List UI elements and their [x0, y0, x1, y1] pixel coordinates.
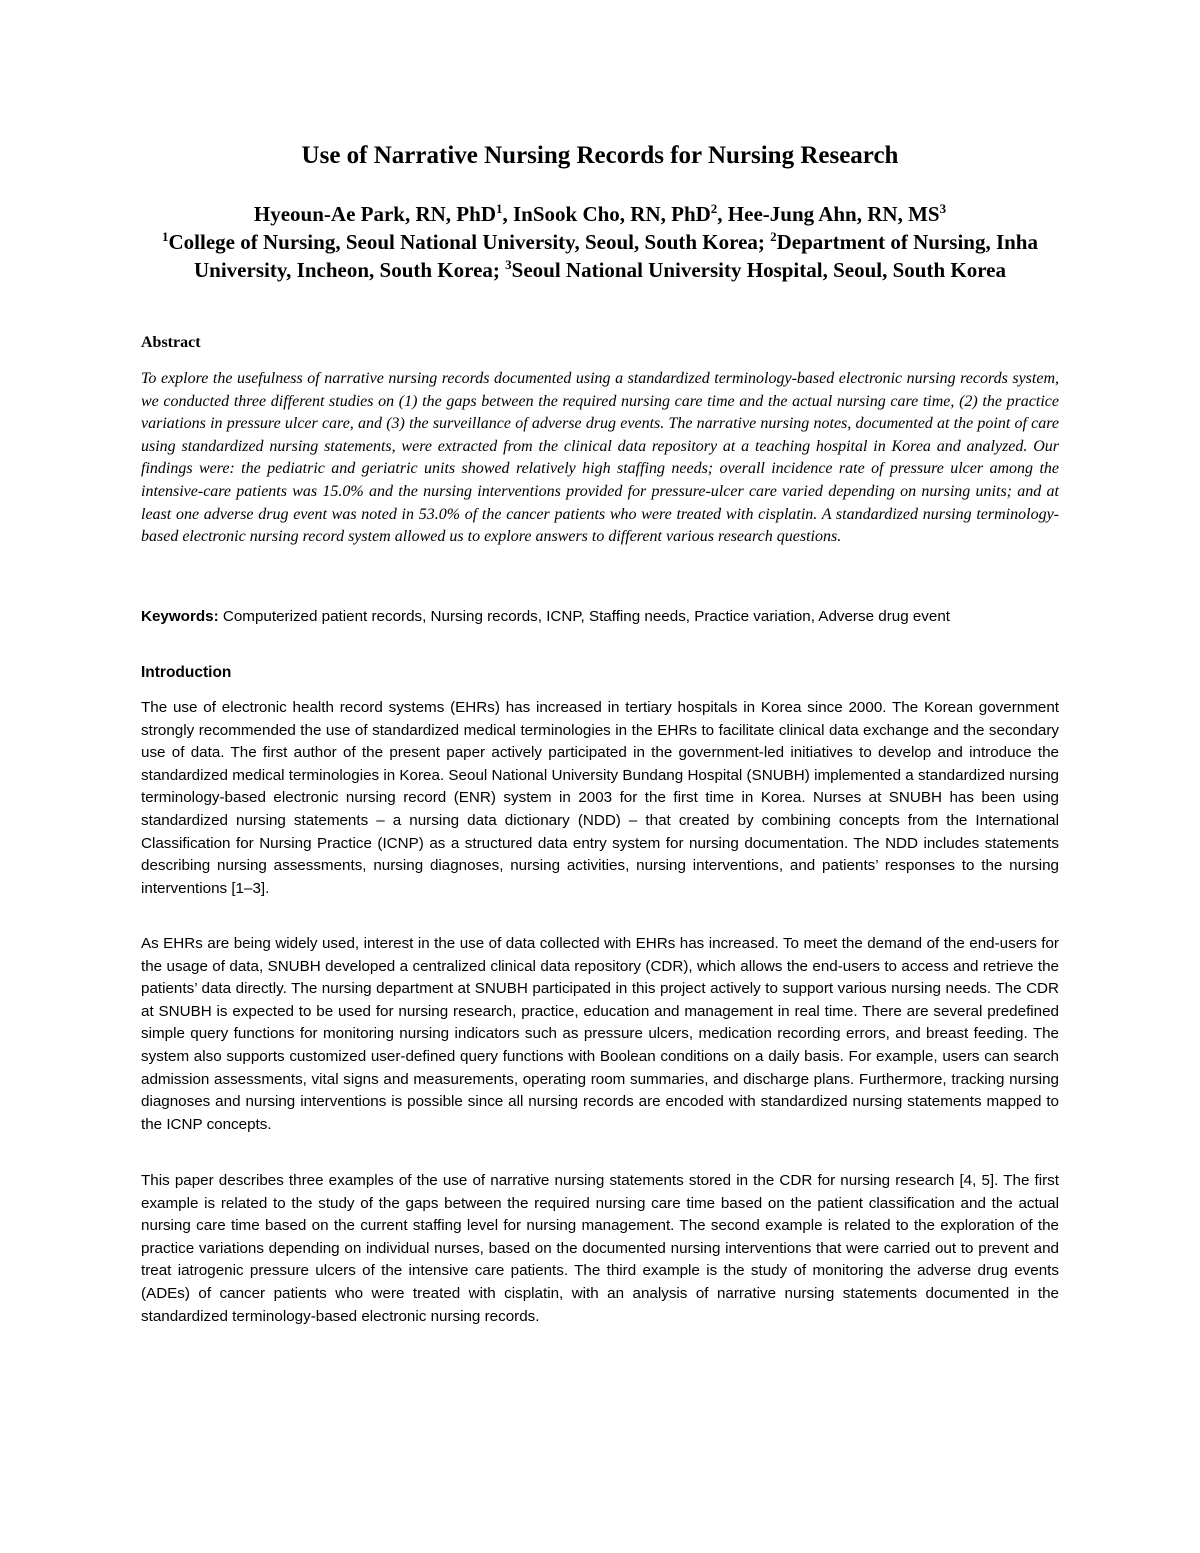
keywords-label: Keywords:: [141, 608, 219, 625]
affiliation-text: College of Nursing, Seoul National University, Seoul, South Korea;: [168, 230, 765, 254]
keywords-text: Computerized patient records, Nursing records, ICNP, Staffing needs, Practice variation, Adverse drug event: [222, 608, 951, 625]
author-name: Hyeoun-Ae Park, RN, PhD: [253, 202, 496, 226]
author-block: Hyeoun-Ae Park, RN, PhD$^1$, InSook Cho, RN, PhD$^2$, Hee-Jung Ahn, RN, $MS^3$ $^1$College of Nursing, Seoul National University, Seoul, South Korea; $^2$Department of Nursing, Inha University, Incheon, South Korea; $^3$Seoul National University Hospital, Seoul, South Korea: [162, 201, 1038, 282]
affiliation-superscript: 2: [770, 229, 777, 244]
author-superscript: 3: [939, 201, 947, 216]
affiliation-text: Seoul National University Hospital, Seoul, South Korea: [511, 258, 1006, 282]
author-superscript: 2: [710, 201, 718, 216]
keywords: [141, 606, 1059, 629]
author-name: Hee-Jung Ahn, RN, MS: [727, 202, 940, 226]
author-superscript: 1: [495, 201, 503, 216]
abstract-text: To explore the usefulness of narrative nursing records documented using a standardized terminology-based electronic nursing records system, we conducted three different studies on (1) the gaps between the required nursing care time and the actual nursing care time, (2) the practice variations in pressure ulcer care, and (3) the surveillance of adverse drug events. The narrative nursing notes, documented at the point of care using standardized nursing statements, were extracted from the clinical data repository at a teaching hospital in Korea and analyzed. Our findings were: the pediatric and geriatric units showed relatively high staffing needs; overall incidence rate of pressure ulcer among the intensive-care patients was 15.0% and the nursing interventions provided for pressure-ulcer care varied depending on nursing units; and at least one adverse drug event was noted in 53.0% of the cancer patients who were treated with cisplatin. A standardized nursing terminology-based electronic nursing record system allowed us to explore answers to different various research questions.: [141, 370, 1059, 546]
affiliation-superscript: 3: [505, 257, 512, 272]
affiliation-superscript: 1: [162, 229, 169, 244]
author-name: InSook Cho, RN, PhD: [512, 202, 711, 226]
intro-paragraph: The use of electronic health record systems (EHRs) has increased in tertiary hospitals in Korea since 2000. The Korean government strongly recommended the use of standardized medical terminologies in the EHRs to facilitate clinical data exchange and the secondary use of data. The first author of the present paper actively participated in the government-led initiatives to develop and introduce the standardized medical terminologies in Korea. Seoul National University Bundang Hospital (SNUBH) implemented a standardized nursing terminology-based electronic nursing record (ENR) system in 2003 for the first time in Korea. Nurses at SNUBH has been using standardized nursing statements – a nursing data dictionary (NDD) – that created by combining concepts from the International Classification for Nursing Practice (ICNP) as a structured data entry system for nursing documentation. The NDD includes statements describing nursing assessments, nursing diagnoses, nursing activities, nursing interventions, and patients’ responses to the nursing interventions [1–3].: [141, 699, 1059, 897]
intro-paragraph: This paper describes three examples of the use of narrative nursing statements stored in the CDR for nursing research [4, 5]. The first example is related to the study of the gaps between the required nursing care time based on the patient classification and the actual nursing care time based on the current staffing level for nursing management. The second example is related to the exploration of the practice variations depending on individual nurses, based on the documented nursing interventions that were carried out to prevent and treat iatrogenic pressure ulcers of the intensive care patients. The third example is the study of monitoring the adverse drug events (ADEs) of cancer patients who were treated with cisplatin, with an analysis of narrative nursing statements documented in the standardized terminology-based electronic nursing records.: [141, 1172, 1059, 1325]
affiliation-text: Department of Nursing, Inha University, Incheon, South Korea;: [194, 230, 1038, 282]
introduction-heading: Introduction: [141, 664, 232, 681]
intro-paragraph: As EHRs are being widely used, interest in the use of data collected with EHRs has increased. To meet the demand of the end-users for the usage of data, SNUBH developed a centralized clinical data repository (CDR), which allows the end-users to access and retrieve the patients’ data directly. The nursing department at SNUBH participated in this project actively to support various nursing needs. The CDR at SNUBH is expected to be used for nursing research, practice, education and management in real time. There are several predefined simple query functions for monitoring nursing indicators such as pressure ulcers, medication recording errors, and breast feeding. The system also supports customized user-defined query functions with Boolean conditions on a daily basis. For example, users can search admission assessments, vital signs and measurements, operating room summaries, and discharge plans. Furthermore, tracking nursing diagnoses and nursing interventions is possible since all nursing records are encoded with standardized nursing statements mapped to the ICNP concepts.: [141, 935, 1059, 1133]
abstract-heading: Abstract: [141, 334, 201, 351]
paper-title: Use of Narrative Nursing Records for Nursing Research: [301, 142, 899, 169]
